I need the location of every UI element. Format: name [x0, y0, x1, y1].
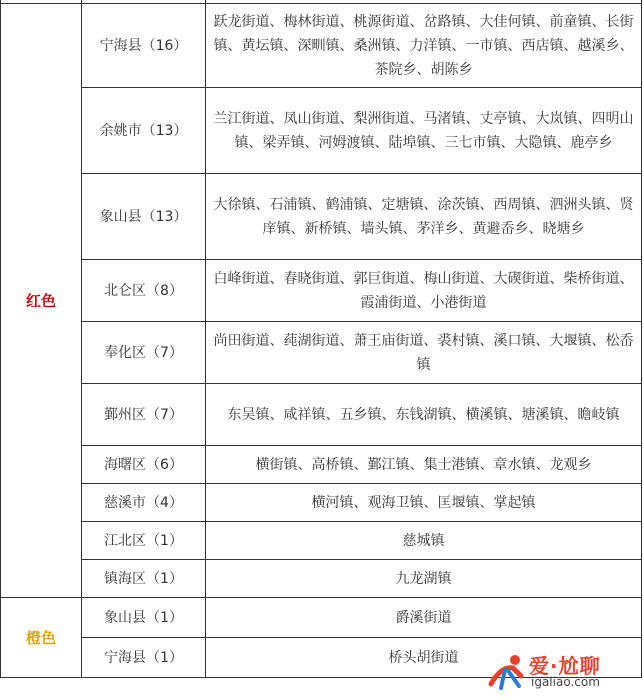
table-row	[1, 598, 642, 638]
level-cell-orange: 橙色	[1, 598, 82, 678]
table-row	[1, 88, 642, 174]
region-cell: 慈溪市（4）	[82, 484, 206, 522]
towns-cell: 横河镇、观海卫镇、匡堰镇、掌起镇	[206, 484, 642, 522]
table-row	[1, 446, 642, 484]
table-row	[1, 260, 642, 322]
region-cell: 余姚市（13）	[82, 88, 206, 174]
region-cell: 镇海区（1）	[82, 560, 206, 598]
table-row	[1, 174, 642, 260]
watermark-site: igaliao.com	[531, 675, 600, 689]
region-cell: 象山县（13）	[82, 174, 206, 260]
table-row	[1, 484, 642, 522]
towns-cell: 慈城镇	[206, 522, 642, 560]
towns-cell: 尚田街道、莼湖街道、萧王庙街道、裘村镇、溪口镇、大堰镇、松岙镇	[206, 322, 642, 384]
towns-cell: 跃龙街道、梅林街道、桃源街道、岔路镇、大佳何镇、前童镇、长街镇、黄坛镇、深甽镇、桑洲镇、力洋镇、一市镇、西店镇、越溪乡、茶院乡、胡陈乡	[206, 4, 642, 88]
watermark-brand: 爱·尬聊	[529, 654, 601, 678]
towns-cell: 九龙湖镇	[206, 560, 642, 598]
runner-icon	[487, 654, 527, 694]
region-cell: 宁海县（1）	[82, 638, 206, 678]
towns-cell: 东吴镇、咸祥镇、五乡镇、东钱湖镇、横溪镇、塘溪镇、瞻岐镇	[206, 384, 642, 446]
watermark	[487, 648, 637, 696]
table-row	[1, 4, 642, 88]
towns-cell: 爵溪街道	[206, 598, 642, 638]
region-cell: 奉化区（7）	[82, 322, 206, 384]
level-cell-red: 红色	[1, 4, 82, 598]
region-cell: 海曙区（6）	[82, 446, 206, 484]
towns-cell: 横街镇、高桥镇、鄞江镇、集士港镇、章水镇、龙观乡	[206, 446, 642, 484]
towns-cell: 兰江街道、凤山街道、梨洲街道、马渚镇、丈亭镇、大岚镇、四明山镇、梁弄镇、河姆渡镇、陆埠镇、三七市镇、大隐镇、鹿亭乡	[206, 88, 642, 174]
towns-cell: 桥头胡街道	[206, 638, 642, 678]
table-row	[1, 384, 642, 446]
table-row	[1, 522, 642, 560]
table-row	[1, 322, 642, 384]
region-cell: 江北区（1）	[82, 522, 206, 560]
region-cell: 宁海县（16）	[82, 4, 206, 88]
towns-cell: 白峰街道、春晓街道、郭巨街道、梅山街道、大碶街道、柴桥街道、霞浦街道、小港街道	[206, 260, 642, 322]
towns-cell: 大徐镇、石浦镇、鹤浦镇、定塘镇、涂茨镇、西周镇、泗洲头镇、贤庠镇、新桥镇、墙头镇、茅洋乡、黄避岙乡、晓塘乡	[206, 174, 642, 260]
region-cell: 象山县（1）	[82, 598, 206, 638]
region-cell: 北仑区（8）	[82, 260, 206, 322]
region-cell: 鄞州区（7）	[82, 384, 206, 446]
table-row	[1, 560, 642, 598]
